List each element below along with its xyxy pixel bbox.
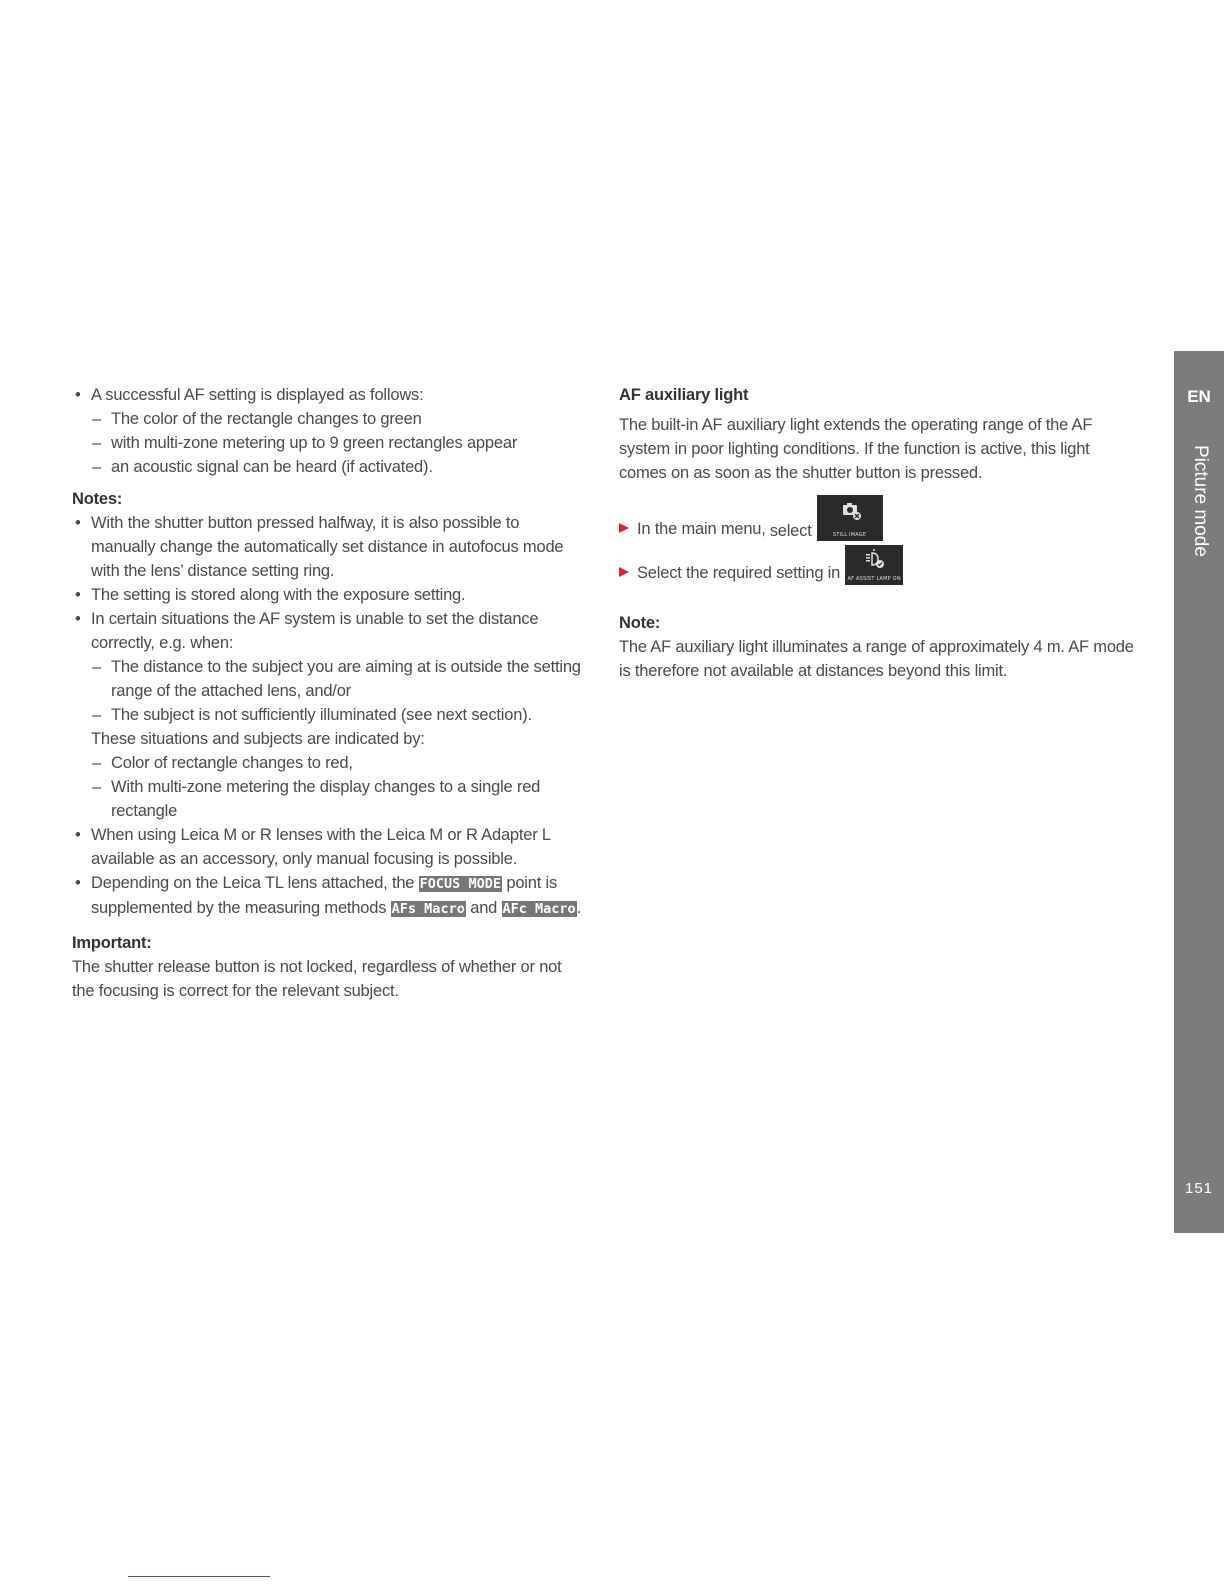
step-text: In the main menu,: [637, 520, 766, 538]
list-item: – The distance to the subject you are aiming at is outside the setting range of the attached lens, and/or: [72, 655, 584, 703]
language-label: EN: [1187, 387, 1211, 406]
step-text: select: [769, 522, 812, 540]
notes-heading: Notes:: [72, 490, 123, 508]
note-text: and: [465, 899, 502, 917]
list-item: – With multi-zone metering the display changes to a single red rectangle: [72, 775, 584, 823]
chapter-tab: [1174, 351, 1224, 1233]
list-item: – an acoustic signal can be heard (if activated).: [72, 455, 584, 479]
icon-caption: AF ASSIST LAMP ON: [847, 576, 901, 582]
note-item-focus-mode: [72, 871, 584, 921]
left-column: [72, 383, 584, 1003]
list-item: – The subject is not sufficiently illuminated (see next section).: [72, 703, 584, 727]
right-column: [619, 383, 1139, 683]
still-image-menu-icon: [817, 495, 883, 541]
intro-paragraph: The built-in AF auxiliary light extends the operating range of the AF system in poor lighting conditions. If the function is active, this light comes on as soon as the shutter button is pressed.: [619, 416, 1093, 482]
focus-mode-menu-label: FOCUS MODE: [419, 876, 501, 892]
list-item: – The color of the rectangle changes to green: [72, 407, 584, 431]
arrow-bullet-icon: [619, 523, 629, 533]
section-heading: AF auxiliary light: [619, 386, 749, 404]
note-text: The AF auxiliary light illuminates a range of approximately 4 m. AF mode is therefore not available at distances beyond this limit.: [619, 638, 1134, 680]
icon-caption: STILL IMAGE: [832, 532, 867, 538]
arrow-bullet-icon: [619, 567, 629, 577]
page-number: 151: [1184, 1180, 1214, 1197]
note-text: .: [576, 899, 582, 917]
step-text: Select the required setting in: [637, 564, 841, 582]
note-item: • In certain situations the AF system is unable to set the distance correctly, e.g. when:: [72, 607, 584, 655]
note-item: • When using Leica M or R lenses with the Leica M or R Adapter L available as an accessory, only manual focusing is possible.: [72, 823, 584, 871]
section-title: Picture mode: [1190, 445, 1211, 557]
af-display-intro: • A successful AF setting is displayed as follows:: [72, 383, 584, 407]
note-item: • With the shutter button pressed halfway, it is also possible to manually change the automatically set distance in autofocus mode with the lens’ distance setting ring.: [72, 511, 584, 583]
list-item: – with multi-zone metering up to 9 green rectangles appear: [72, 431, 584, 455]
af-assist-lamp-menu-icon: [845, 545, 903, 585]
divider: [128, 1576, 270, 1577]
note-continuation: These situations and subjects are indicated by:: [91, 730, 425, 748]
afc-macro-menu-label: AFc Macro: [502, 901, 576, 917]
list-item: – Color of rectangle changes to red,: [72, 751, 584, 775]
important-text: The shutter release button is not locked, regardless of whether or not the focusing is correct for the relevant subject.: [72, 958, 562, 1000]
afs-macro-menu-label: AFs Macro: [391, 901, 465, 917]
note-text: Depending on the Leica TL lens attached, the: [91, 874, 419, 892]
note-text: point is supplemented by the measuring methods: [91, 874, 558, 917]
important-heading: Important:: [72, 934, 152, 952]
instruction-step: [619, 495, 1139, 541]
note-item: • The setting is stored along with the exposure setting.: [72, 583, 584, 607]
note-heading: Note:: [619, 614, 661, 632]
instruction-step: [619, 545, 1139, 585]
